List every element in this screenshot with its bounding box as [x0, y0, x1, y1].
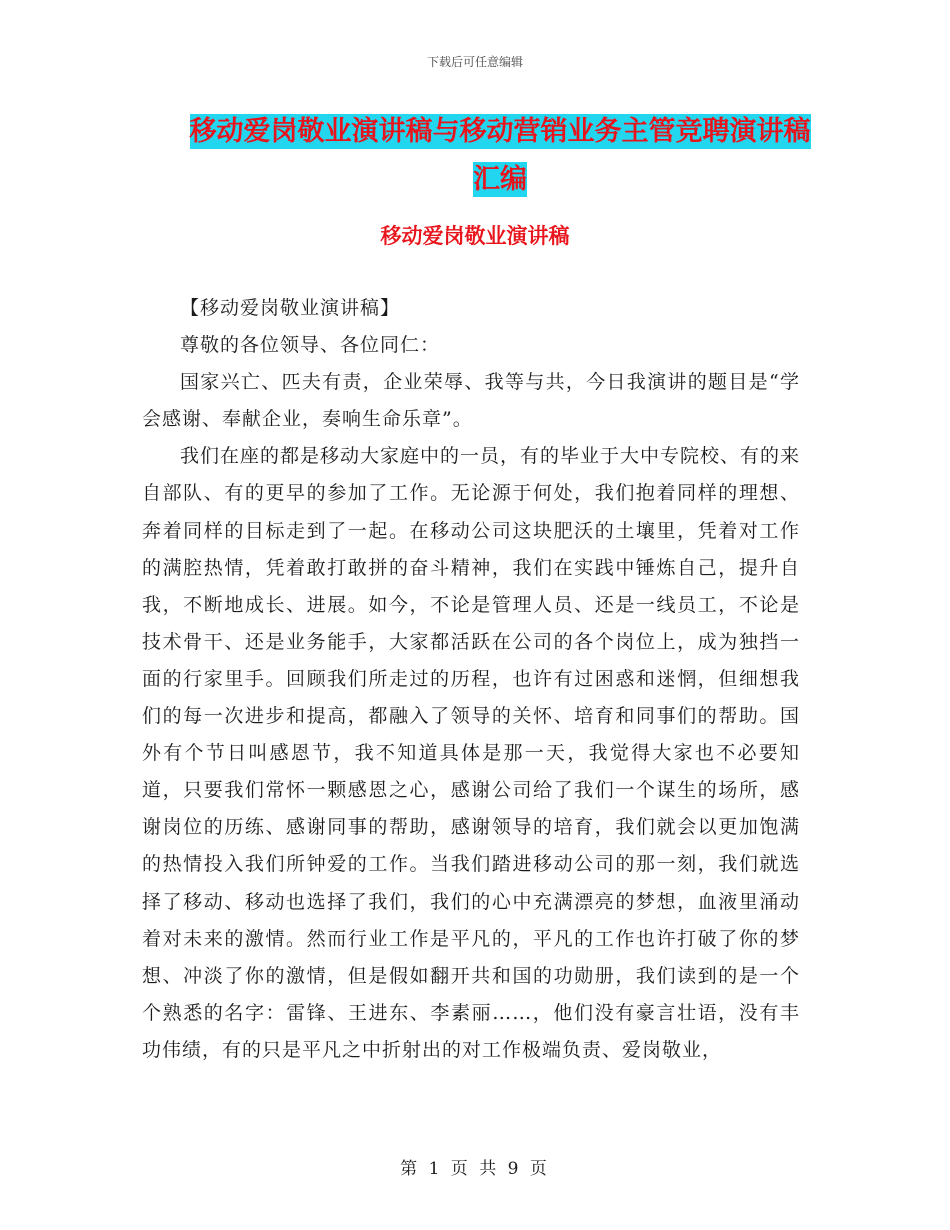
- document-title-line2: 汇编: [473, 164, 527, 195]
- document-body: [142, 290, 800, 1069]
- section-title: 移动爱岗敬业演讲稿: [380, 224, 570, 248]
- paragraph-tag: 【移动爱岗敬业演讲稿】: [180, 297, 401, 319]
- page-footer: 第 1 页 共 9 页: [400, 1159, 550, 1179]
- document-title: [120, 108, 880, 204]
- document-title-line1: 移动爱岗敬业演讲稿与移动营销业务主管竞聘演讲稿: [189, 116, 811, 147]
- paragraph-intro: 国家兴亡、匹夫有责，企业荣辱、我等与共，今日我演讲的题目是“学会感谢、奉献企业，奏响生命乐章”。: [142, 371, 800, 431]
- page-header-note: 下载后可任意编辑: [426, 55, 523, 69]
- paragraph-main: 我们在座的都是移动大家庭中的一员，有的毕业于大中专院校、有的来自部队、有的更早的参加了工作。无论源于何处，我们抱着同样的理想、奔着同样的目标走到了一起。在移动公司这块肥沃的土壤里，凭着对工作的满腔热情，凭着敢打敢拼的奋斗精神，我们在实践中锤炼自己，提升自我，不断地成长、进展。如今，不论是管理人员、还是一线员工，不论是技术骨干、还是业务能手，大家都活跃在公司的各个岗位上，成为独挡一面的行家里手。回顾我们所走过的历程，也许有过困惑和迷惘，但细想我们的每一次进步和提高，都融入了领导的关怀、培育和同事们的帮助。国外有个节日叫感恩节，我不知道具体是那一天，我觉得大家也不必要知道，只要我们常怀一颗感恩之心，感谢公司给了我们一个谋生的场所，感谢岗位的历练、感谢同事的帮助，感谢领导的培育，我们就会以更加饱满的热情投入我们所钟爱的工作。当我们踏进移动公司的那一刻，我们就选择了移动、移动也选择了我们，我们的心中充满漂亮的梦想，血液里涌动着对未来的激情。然而行业工作是平凡的，平凡的工作也许打破了你的梦想、冲淡了你的激情，但是假如翻开共和国的功勋册，我们读到的是一个个熟悉的名字：雷锋、王进东、李素丽……，他们没有豪言壮语，没有丰功伟绩，有的只是平凡之中折射出的对工作极端负责、爱岗敬业，: [142, 445, 801, 1061]
- paragraph-salutation: 尊敬的各位领导、各位同仁：: [180, 334, 441, 357]
